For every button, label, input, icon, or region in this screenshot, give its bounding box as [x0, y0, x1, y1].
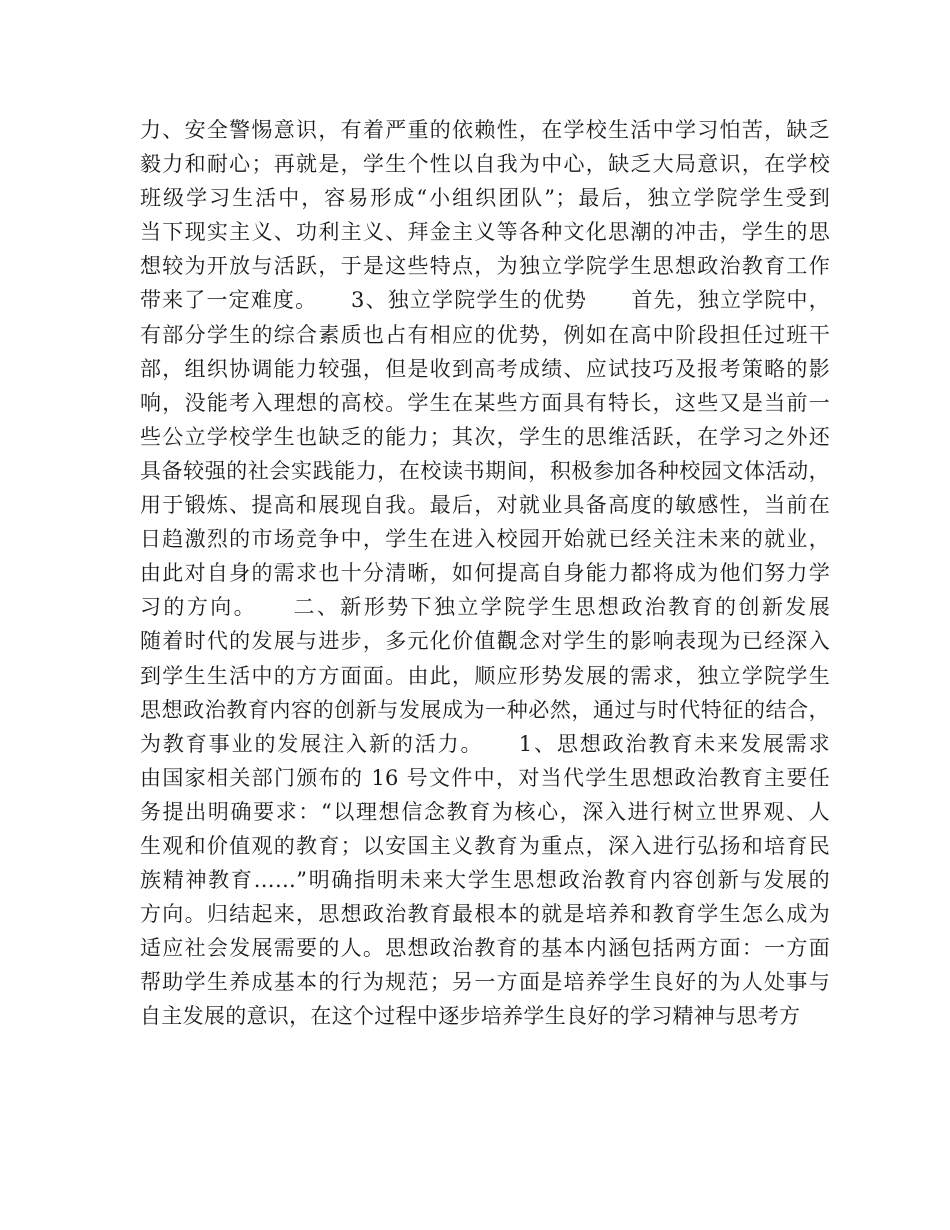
- text-line: 生观和价值观的教育；以安国主义教育为重点，深入进行弘扬和培育民: [140, 833, 830, 858]
- text-line: 随着时代的发展与进步，多元化价值觀念对学生的影响表现为已经深入: [140, 629, 830, 654]
- text-line: 由此对自身的需求也十分清晰，如何提高自身能力都将成为他们努力学: [140, 561, 830, 586]
- text-line: 习的方向。 二、新形势下独立学院学生思想政治教育的创新发展: [140, 595, 830, 620]
- text-line: 具备较强的社会实践能力，在校读书期间，积极参加各种校园文体活动，: [140, 458, 830, 483]
- text-line: 适应社会发展需要的人。思想政治教育的基本内涵包括两方面：一方面: [140, 936, 830, 961]
- text-line: 力、安全警惕意识，有着严重的依赖性，在学校生活中学习怕苦，缺乏: [140, 118, 830, 142]
- text-line: 带来了一定难度。 3、独立学院学生的优势 首先，独立学院中，: [140, 288, 830, 313]
- text-line: 务提出明确要求：“以理想信念教育为核心，深入进行树立世界观、人: [140, 799, 830, 824]
- text-line: 由国家相关部门颁布的 16 号文件中，对当代学生思想政治教育主要任: [140, 765, 830, 790]
- text-line: 帮助学生养成基本的行为规范；另一方面是培养学生良好的为人处事与: [140, 970, 830, 995]
- text-line: 班级学习生活中，容易形成“小组织团队”；最后，独立学院学生受到: [140, 186, 830, 211]
- text-line: 用于锻炼、提高和展现自我。最后，对就业具备高度的敏感性，当前在: [140, 493, 830, 518]
- text-line: 日趋激烈的市场竞争中，学生在进入校园开始就已经关注未来的就业，: [140, 527, 830, 552]
- text-line: 些公立学校学生也缺乏的能力；其次，学生的思维活跃，在学习之外还: [140, 424, 830, 449]
- text-line: 当下现实主义、功利主义、拜金主义等各种文化思潮的冲击，学生的思: [140, 220, 830, 245]
- text-line: 有部分学生的综合素质也占有相应的优势，例如在高中阶段担任过班干: [140, 322, 830, 347]
- text-line: 想较为开放与活跃，于是这些特点，为独立学院学生思想政治教育工作: [140, 254, 830, 279]
- body-text: [140, 113, 830, 1034]
- text-line: 族精神教育……”明确指明未来大学生思想政治教育内容创新与发展的: [140, 868, 830, 893]
- text-line: 到学生生活中的方方面面。由此，顺应形势发展的需求，独立学院学生: [140, 663, 830, 688]
- text-line: 响，没能考入理想的高校。学生在某些方面具有特长，这些又是当前一: [140, 390, 830, 415]
- text-line: 部，组织协调能力较强，但是收到高考成绩、应试技巧及报考策略的影: [140, 356, 830, 381]
- text-line: 方向。归结起来，思想政治教育最根本的就是培养和教育学生怎么成为: [140, 902, 830, 927]
- text-line: 自主发展的意识，在这个过程中逐步培养学生良好的学习精神与思考方: [140, 1004, 801, 1029]
- text-line: 思想政治教育内容的创新与发展成为一种必然，通过与时代特征的结合，: [140, 697, 830, 722]
- text-line: 毅力和耐心；再就是，学生个性以自我为中心，缺乏大局意识，在学校: [140, 152, 830, 177]
- text-line: 为教育事业的发展注入新的活力。 1、思想政治教育未来发展需求: [140, 731, 830, 756]
